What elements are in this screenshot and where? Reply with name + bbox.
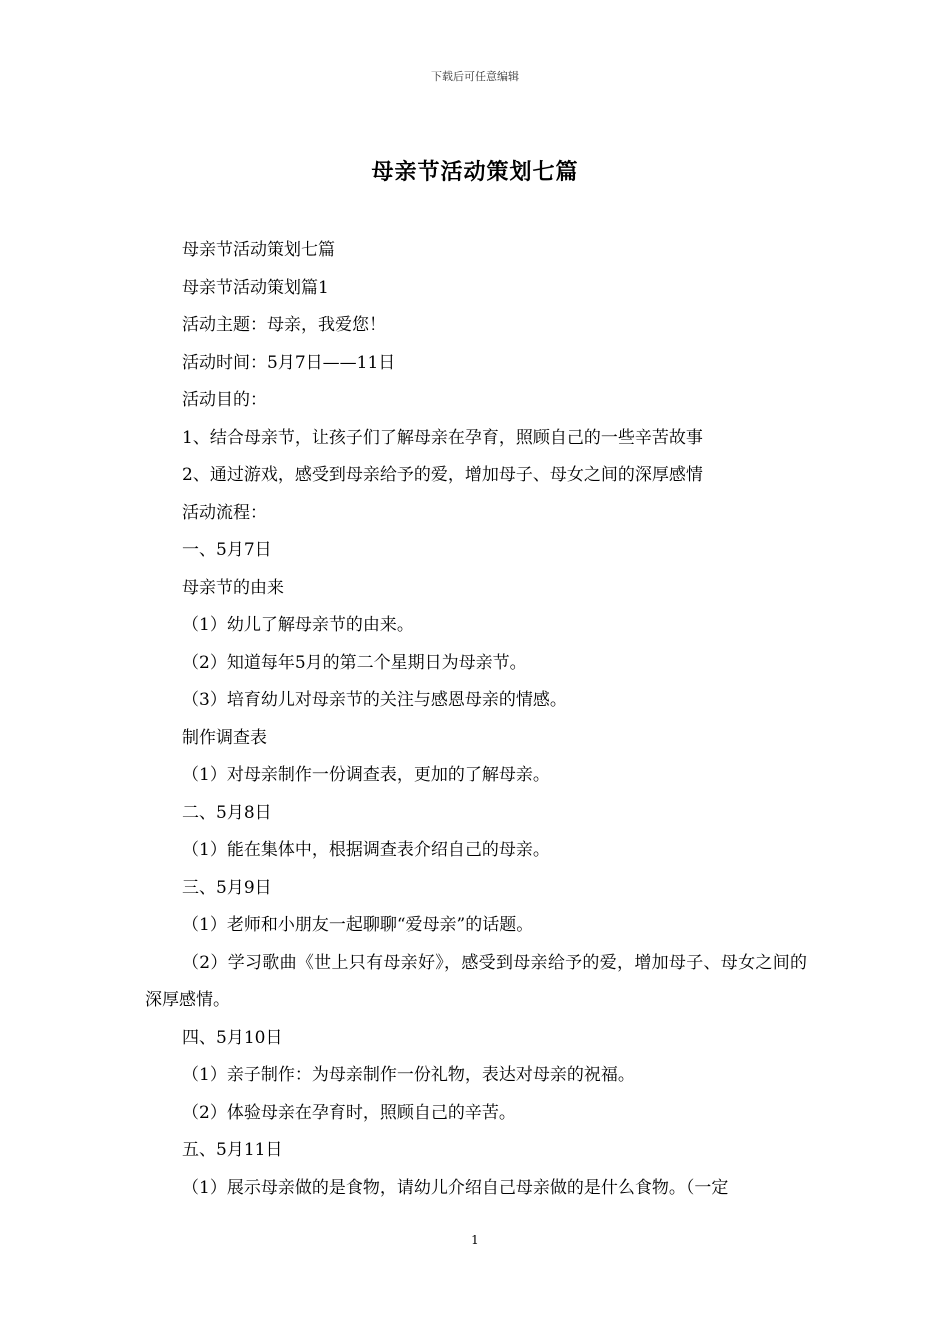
paragraph: 活动目的： xyxy=(182,390,267,410)
paragraph: （1）展示母亲做的是食物，请幼儿介绍自己母亲做的是什么食物。（一定 xyxy=(182,1177,729,1198)
paragraph: （1）亲子制作：为母亲制作一份礼物，表达对母亲的祝福。 xyxy=(182,1065,635,1085)
paragraph: 母亲节活动策划七篇 xyxy=(182,240,335,260)
paragraph: 四、5月10日 xyxy=(182,1027,283,1048)
paragraph: 活动流程： xyxy=(182,502,267,523)
paragraph: 活动时间：5月7日——11日 xyxy=(182,352,396,373)
paragraph: 制作调查表 xyxy=(182,727,267,748)
paragraph: 三、5月9日 xyxy=(182,877,272,898)
paragraph: 母亲节的由来 xyxy=(182,577,284,598)
paragraph: 2、通过游戏，感受到母亲给予的爱，增加母子、母女之间的深厚感情 xyxy=(182,465,703,485)
paragraph: （2）学习歌曲《世上只有母亲好》，感受到母亲给予的爱，增加母子、母女之间的深厚感情。 xyxy=(145,952,807,1010)
paragraph: 五、5月11日 xyxy=(182,1140,283,1160)
paragraph: 1、结合母亲节，让孩子们了解母亲在孕育，照顾自己的一些辛苦故事 xyxy=(182,427,703,448)
paragraph: （1）老师和小朋友一起聊聊“爱母亲”的话题。 xyxy=(182,915,534,935)
page-header: 下载后可任意编辑 xyxy=(431,70,519,83)
document-title: 母亲节活动策划七篇 xyxy=(371,159,579,185)
paragraph: 活动主题：母亲，我爱您！ xyxy=(182,315,386,335)
paragraph: （1）能在集体中，根据调查表介绍自己的母亲。 xyxy=(182,840,550,860)
paragraph: （1）对母亲制作一份调查表，更加的了解母亲。 xyxy=(182,765,550,785)
paragraph: （3）培育幼儿对母亲节的关注与感恩母亲的情感。 xyxy=(182,690,567,710)
paragraph: 一、5月7日 xyxy=(182,540,272,560)
paragraph: （2）体验母亲在孕育时，照顾自己的辛苦。 xyxy=(182,1102,516,1123)
paragraph: 母亲节活动策划篇1 xyxy=(182,277,329,298)
paragraph: （2）知道每年5月的第二个星期日为母亲节。 xyxy=(182,652,527,673)
page-number: 1 xyxy=(471,1233,479,1247)
document-body xyxy=(145,232,807,1207)
paragraph: 二、5月8日 xyxy=(182,802,272,823)
paragraph: （1）幼儿了解母亲节的由来。 xyxy=(182,615,414,635)
